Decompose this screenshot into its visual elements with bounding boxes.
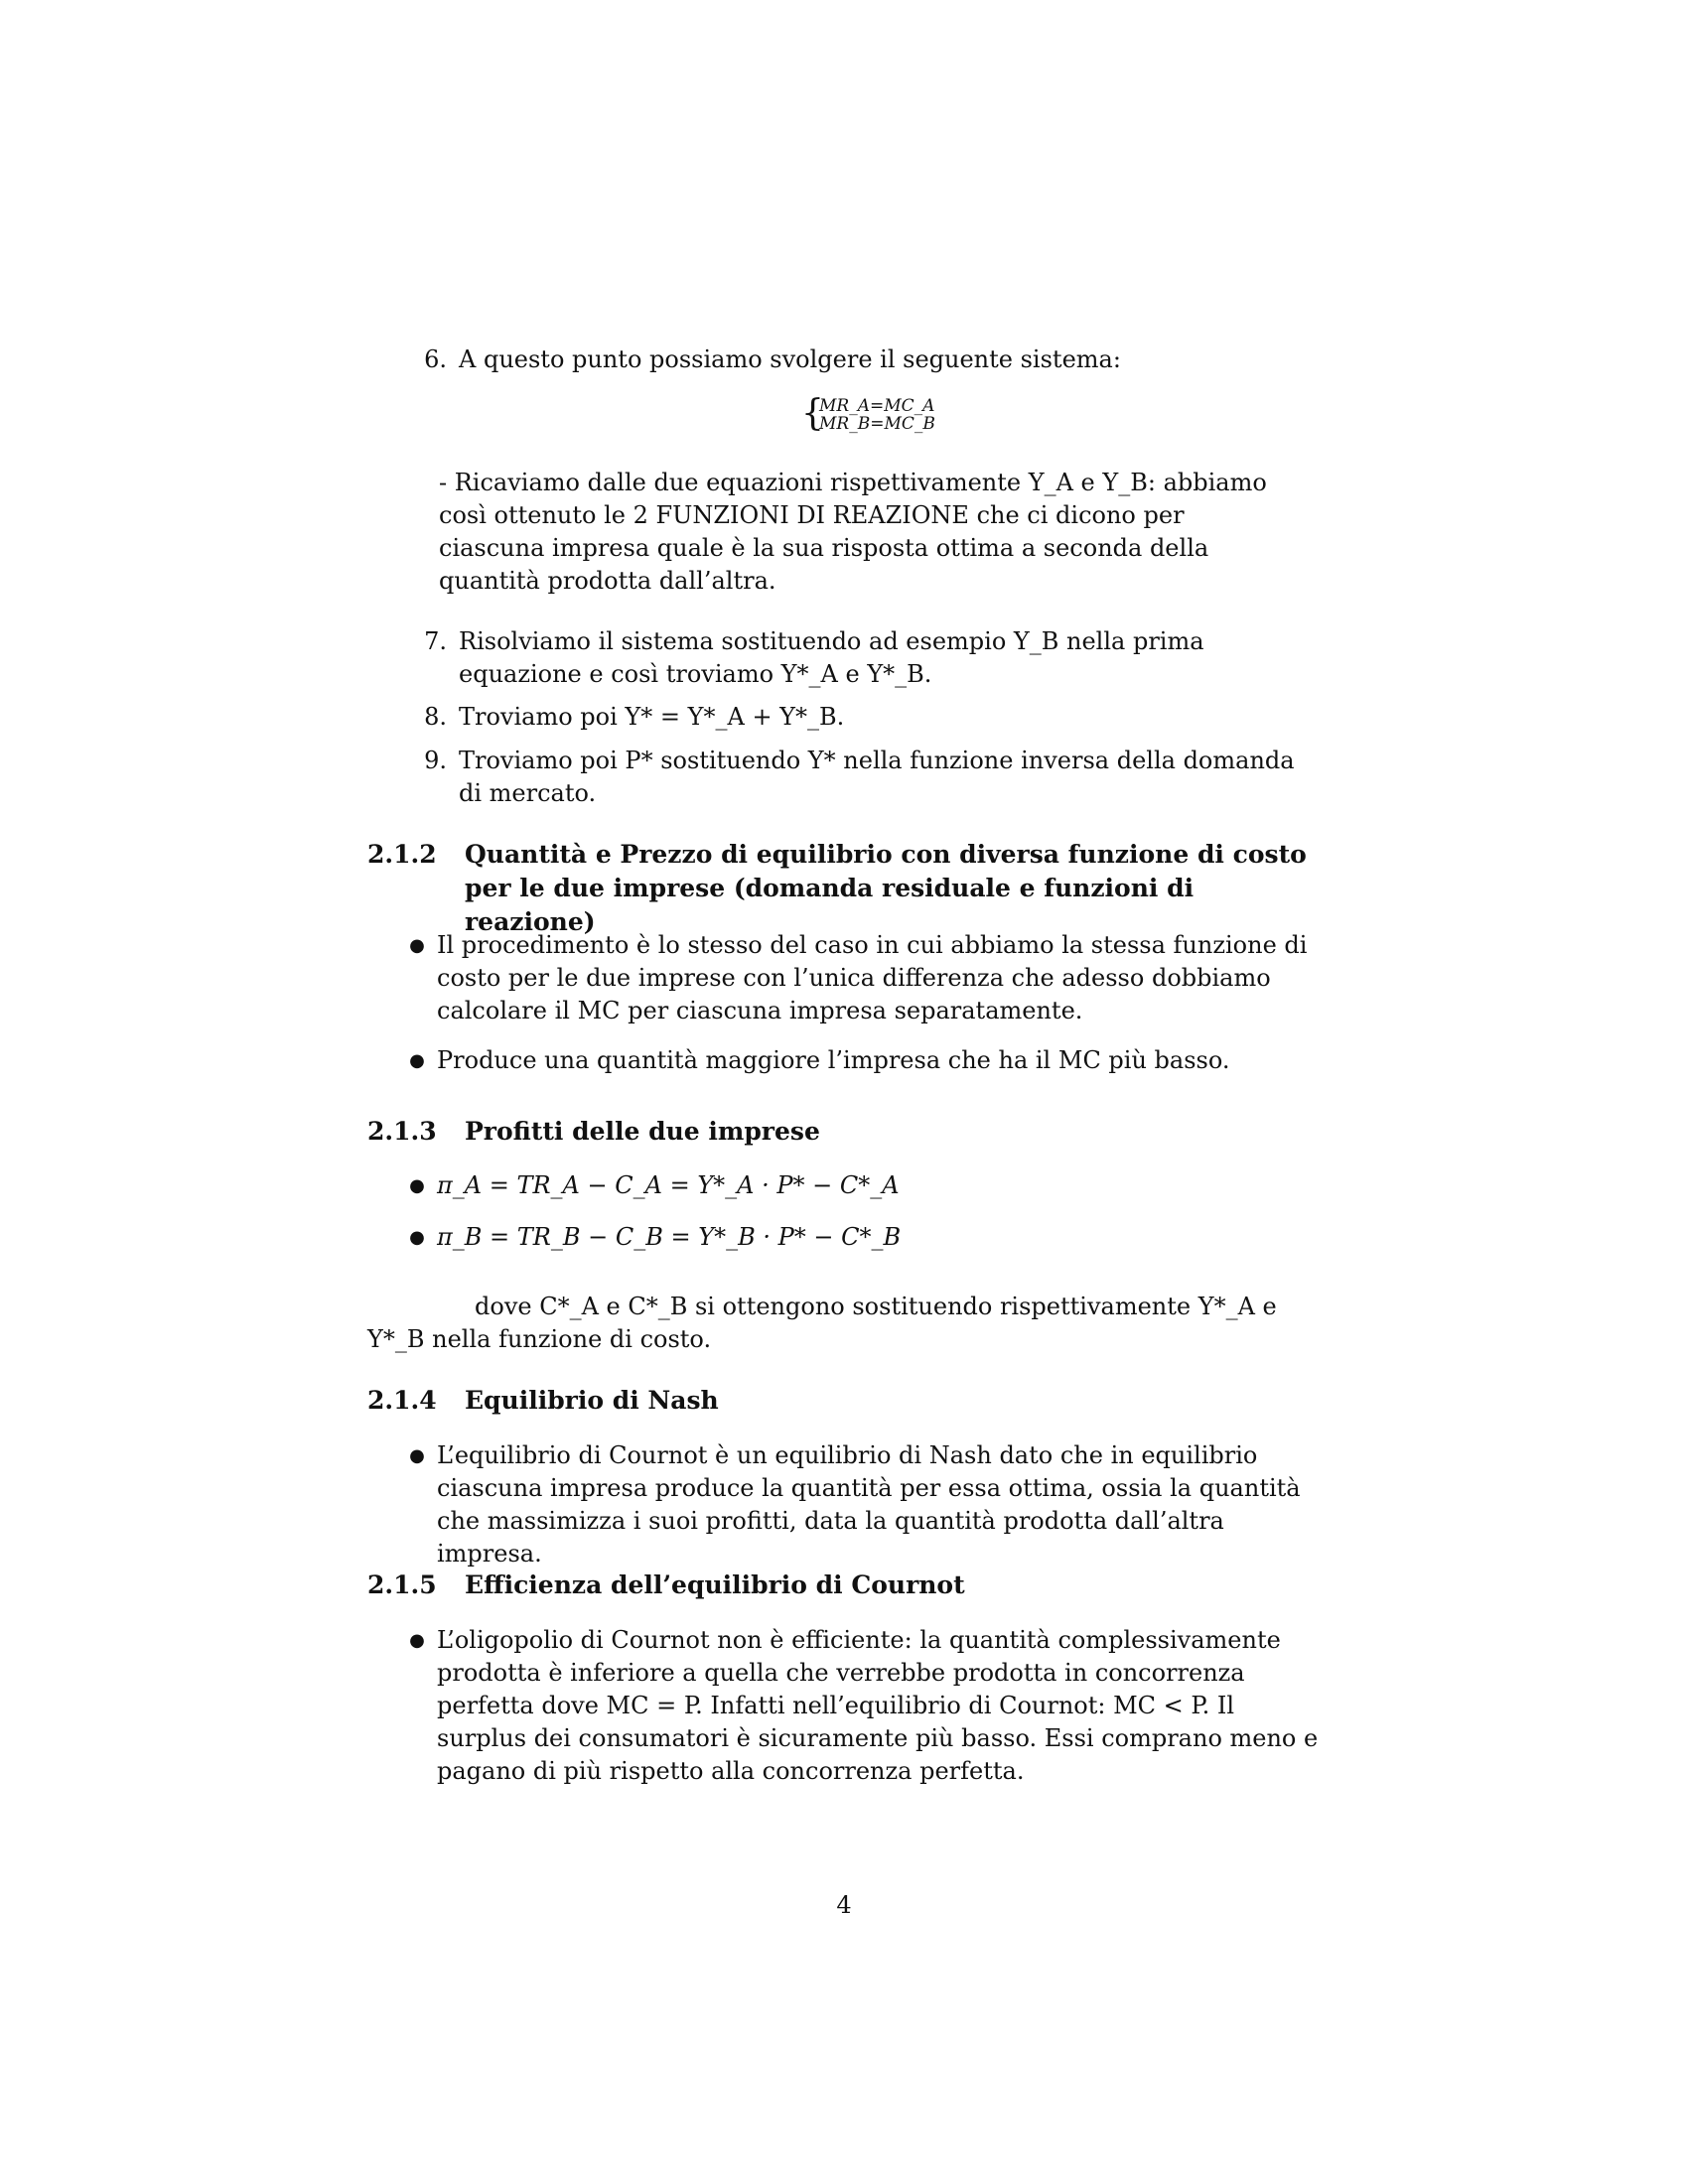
section-2-1-5-title: Efficienza dell’equilibrio di Cournot xyxy=(465,1570,965,1599)
bullet-icon: ● xyxy=(409,1175,425,1196)
section-2-1-4-heading xyxy=(367,1384,1321,1418)
item-8-text: Troviamo poi Y* = Y*_A + Y*_B. xyxy=(459,703,845,731)
page-number: 4 xyxy=(836,1891,852,1919)
profit-formula-b: π_B = TR_B − C_B = Y*_B · P* − C*_B xyxy=(437,1223,902,1251)
bullet-icon: ● xyxy=(409,1050,425,1071)
section-2-1-4-title: Equilibrio di Nash xyxy=(465,1386,719,1415)
bullet-icon: ● xyxy=(409,935,425,956)
bullet-icon: ● xyxy=(409,1227,425,1248)
item-7-number: 7. xyxy=(424,627,447,655)
section-2-1-2-bullet-2: Produce una quantità maggiore l’impresa che ha il MC più basso. xyxy=(437,1046,1230,1074)
section-2-1-5-number: 2.1.5 xyxy=(367,1570,437,1599)
section-2-1-3-heading xyxy=(367,1115,1321,1149)
item-6-text: A questo punto possiamo svolgere il seguente sistema: xyxy=(459,345,1121,373)
item-9-number: 9. xyxy=(424,747,447,774)
item-7-text: Risolviamo il sistema sostituendo ad esempio Y_B nella prima equazione e così troviamo Y*_A e Y*_B. xyxy=(459,627,1204,688)
section-2-1-2-bullet-1: Il procedimento è lo stesso del caso in cui abbiamo la stessa funzione di costo per le due imprese con l’unica differenza che adesso dobbiamo calcolare il MC per ciascuna impresa separatamente. xyxy=(437,931,1308,1024)
item-9-text: Troviamo poi P* sostituendo Y* nella funzione inversa della domanda di mercato. xyxy=(459,747,1295,807)
system-line-2: MR_B=MC_B xyxy=(819,414,935,434)
section-2-1-3-number: 2.1.3 xyxy=(367,1117,437,1146)
bullet-icon: ● xyxy=(409,1445,425,1466)
section-2-1-3-title: Profitti delle due imprese xyxy=(465,1117,820,1146)
bullet-icon: ● xyxy=(409,1630,425,1651)
item-6-number: 6. xyxy=(424,345,447,373)
section-2-1-4-number: 2.1.4 xyxy=(367,1386,437,1415)
section-2-1-5-bullet-1: L’oligopolio di Cournot non è efficiente: la quantità complessivamente prodotta è inferiore a quella che verrebbe prodotta in concorrenza perfetta dove MC = P. Infatti nell’equilibrio di Cournot: MC < P. Il surplus dei consumatori è sicuramente più basso. Essi comprano meno e pagano di più rispetto alla concorrenza perfetta. xyxy=(437,1626,1319,1785)
item-8-number: 8. xyxy=(424,703,447,731)
section-2-1-5-heading xyxy=(367,1569,1321,1602)
equation-system xyxy=(801,393,978,434)
profit-formula-a: π_A = TR_A − C_A = Y*_A · P* − C*_A xyxy=(437,1171,900,1199)
section-2-1-2-heading xyxy=(367,838,1321,936)
reaction-functions-paragraph: - Ricaviamo dalle due equazioni rispettivamente Y_A e Y_B: abbiamo così ottenuto le 2 FUNZIONI DI REAZIONE che ci dicono per ciascuna impresa quale è la sua risposta ottima a seconda della quantità prodotta dall’altra. xyxy=(439,469,1267,595)
section-2-1-4-bullet-1: L’equilibrio di Cournot è un equilibrio di Nash dato che in equilibrio ciascuna impresa produce la quantità per essa ottima, ossia la quantità che massimizza i suoi profitti, data la quantità prodotta dall’altra impresa. xyxy=(437,1441,1301,1568)
brace-symbol: { xyxy=(801,393,824,434)
section-2-1-2-number: 2.1.2 xyxy=(367,840,437,869)
profit-note: dove C*_A e C*_B si ottengono sostituendo rispettivamente Y*_A e Y*_B nella funzione di costo. xyxy=(367,1293,1277,1353)
system-line-1: MR_A=MC_A xyxy=(819,396,935,416)
section-2-1-2-title: Quantità e Prezzo di equilibrio con diversa funzione di costo per le due imprese (domanda residuale e funzioni di reazione) xyxy=(465,840,1307,936)
